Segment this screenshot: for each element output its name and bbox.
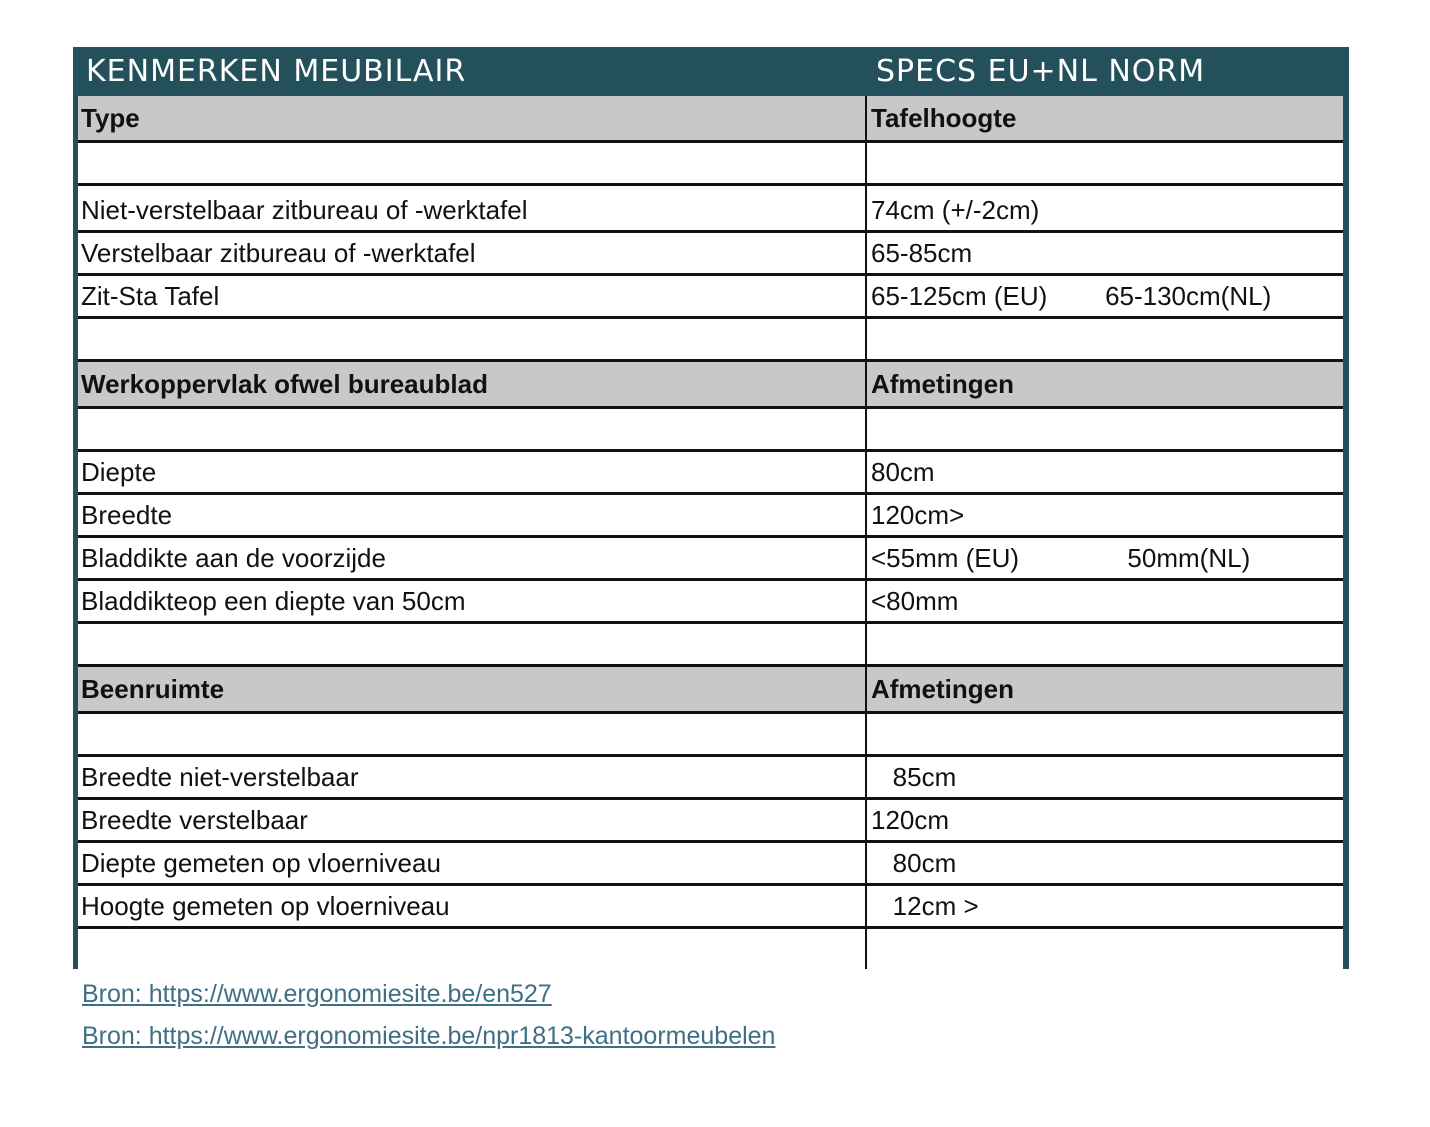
empty-cell bbox=[78, 624, 865, 664]
spec-value-cell: 12cm > bbox=[867, 886, 1343, 926]
empty-cell bbox=[78, 714, 865, 754]
spec-label-cell: Verstelbaar zitbureau of -werktafel bbox=[78, 233, 865, 273]
section-header-cell: Type bbox=[78, 96, 865, 140]
spec-label-cell: Zit-Sta Tafel bbox=[78, 276, 865, 316]
spec-value-cell: 65-125cm (EU) 65-130cm(NL) bbox=[867, 276, 1343, 316]
spec-value-cell: 120cm bbox=[867, 800, 1343, 840]
spec-table bbox=[78, 96, 1343, 969]
spec-value-cell: 65-85cm bbox=[867, 233, 1343, 273]
empty-cell bbox=[78, 143, 865, 183]
spec-value-cell: <55mm (EU) 50mm(NL) bbox=[867, 538, 1343, 578]
section-header-cell: Beenruimte bbox=[78, 667, 865, 711]
section-header-cell: Afmetingen bbox=[867, 667, 1343, 711]
spec-label-cell: Breedte bbox=[78, 495, 865, 535]
empty-cell bbox=[78, 929, 865, 969]
spec-table-frame bbox=[73, 47, 1349, 969]
empty-cell bbox=[867, 714, 1343, 754]
source-link-npr1813[interactable]: Bron: https://www.ergonomiesite.be/npr1813-kantoormeubelen bbox=[82, 1022, 776, 1050]
empty-cell bbox=[867, 929, 1343, 969]
empty-cell bbox=[867, 143, 1343, 183]
section-header-cell: Tafelhoogte bbox=[867, 96, 1343, 140]
spec-label-cell: Breedte niet-verstelbaar bbox=[78, 757, 865, 797]
spec-label-cell: Breedte verstelbaar bbox=[78, 800, 865, 840]
spec-value-cell: 74cm (+/-2cm) bbox=[867, 186, 1343, 230]
title-left: KENMERKEN MEUBILAIR bbox=[86, 54, 467, 89]
spec-value-cell: 80cm bbox=[867, 843, 1343, 883]
section-header-cell: Werkoppervlak ofwel bureaublad bbox=[78, 362, 865, 406]
empty-cell bbox=[867, 319, 1343, 359]
sources bbox=[82, 973, 775, 1057]
spec-label-cell: Bladdikte aan de voorzijde bbox=[78, 538, 865, 578]
empty-cell bbox=[867, 409, 1343, 449]
spec-label-cell: Diepte bbox=[78, 452, 865, 492]
spec-label-cell: Hoogte gemeten op vloerniveau bbox=[78, 886, 865, 926]
spec-value-cell: <80mm bbox=[867, 581, 1343, 621]
spec-label-cell: Diepte gemeten op vloerniveau bbox=[78, 843, 865, 883]
spec-value-cell: 120cm> bbox=[867, 495, 1343, 535]
empty-cell bbox=[78, 319, 865, 359]
spec-value-cell: 80cm bbox=[867, 452, 1343, 492]
spec-label-cell: Niet-verstelbaar zitbureau of -werktafel bbox=[78, 186, 865, 230]
title-right: SPECS EU+NL NORM bbox=[876, 54, 1206, 89]
table-title-bar bbox=[73, 47, 1349, 96]
source-link-en527[interactable]: Bron: https://www.ergonomiesite.be/en527 bbox=[82, 980, 552, 1008]
spec-label-cell: Bladdikteop een diepte van 50cm bbox=[78, 581, 865, 621]
empty-cell bbox=[867, 624, 1343, 664]
empty-cell bbox=[78, 409, 865, 449]
spec-value-cell: 85cm bbox=[867, 757, 1343, 797]
section-header-cell: Afmetingen bbox=[867, 362, 1343, 406]
